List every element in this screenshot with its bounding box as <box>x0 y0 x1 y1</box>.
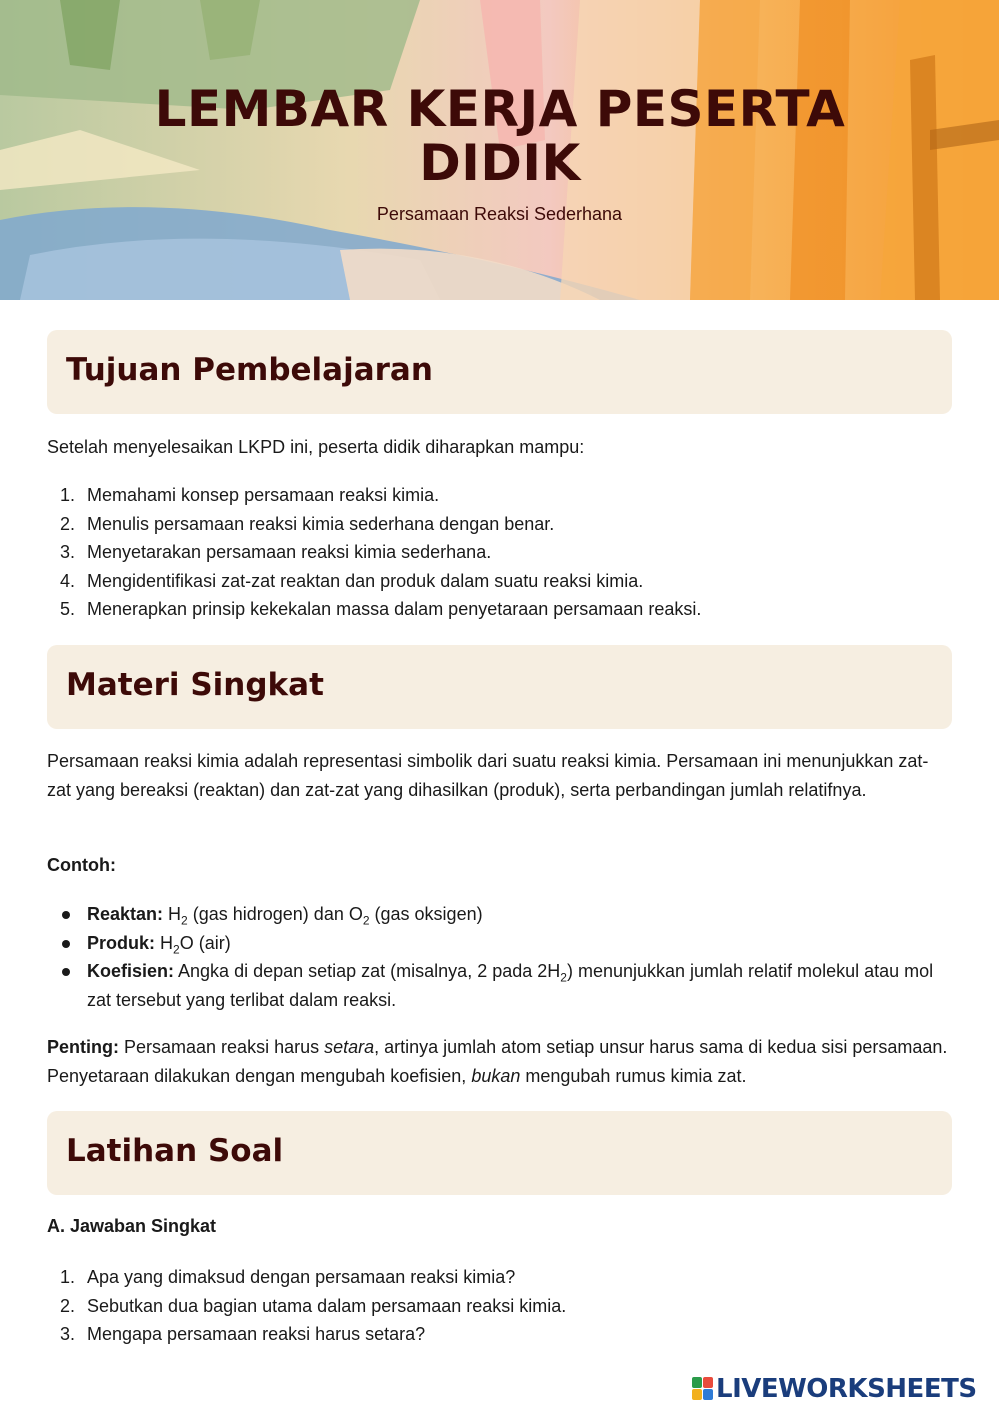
tujuan-intro: Setelah menyelesaikan LKPD ini, peserta didik diharapkan mampu: <box>47 437 585 457</box>
list-item: Produk: $H_2O$ (air) <box>47 929 952 958</box>
penting-note: Penting: Persamaan reaksi harus setara, artinya jumlah atom setiap unsur harus sama di kedua sisi persamaan. Penyetaraan dilakukan dengan mengubah koefisien, bukan mengubah rumus kimia zat. <box>47 1037 948 1086</box>
list-item: 2. Menulis persamaan reaksi kimia sederhana dengan benar. <box>59 513 555 534</box>
page-subtitle: Persamaan Reaksi Sederhana <box>376 204 623 224</box>
liveworksheets-logo-icon <box>692 1377 714 1401</box>
latihan-list <box>47 1263 952 1349</box>
list-item: 4. Mengidentifikasi zat-zat reaktan dan produk dalam suatu reaksi kimia. <box>59 570 644 591</box>
list-item: Reaktan: $H_2$ (gas hidrogen) dan $O_2$ (gas oksigen) <box>47 900 952 929</box>
liveworksheets-logo[interactable] <box>692 1374 977 1404</box>
list-item: 1. Memahami konsep persamaan reaksi kimia. <box>59 485 440 505</box>
header-banner <box>0 0 999 300</box>
materi-paragraph: Persamaan reaksi kimia adalah representasi simbolik dari suatu reaksi kimia. Persamaan ini menunjukkan zat-zat yang bereaksi (reaktan) dan zat-zat yang dihasilkan (produk), serta perbandingan jumlah relatifnya. <box>47 751 929 800</box>
contoh-list <box>47 900 952 1014</box>
section-header-materi <box>47 645 952 729</box>
section-title: Tujuan Pembelajaran <box>66 352 433 388</box>
page-title: LEMBAR KERJA PESERTA DIDIK <box>154 80 846 192</box>
list-item: 3. Menyetarakan persamaan reaksi kimia sederhana. <box>59 542 492 562</box>
latihan-subheading: A. Jawaban Singkat <box>47 1216 217 1236</box>
section-header-tujuan <box>47 330 952 414</box>
contoh-label: Contoh: <box>47 855 116 875</box>
section-title: Latihan Soal <box>66 1133 284 1169</box>
list-item: 3. Mengapa persamaan reaksi harus setara? <box>59 1324 426 1344</box>
list-item: 5. Menerapkan prinsip kekekalan massa dalam penyetaraan persamaan reaksi. <box>59 599 702 619</box>
tujuan-list <box>47 481 952 624</box>
section-title: Materi Singkat <box>66 667 324 703</box>
list-item: 1. Apa yang dimaksud dengan persamaan reaksi kimia? <box>59 1267 516 1287</box>
section-header-latihan <box>47 1111 952 1195</box>
list-item: Koefisien: Angka di depan setiap zat (misalnya, 2 pada $2H_2$) menunjukkan jumlah relatif molekul atau mol zat tersebut yang terlibat dalam reaksi. <box>47 957 952 1014</box>
liveworksheets-logo-text: LIVEWORKSHEETS <box>716 1374 977 1404</box>
list-item: 2. Sebutkan dua bagian utama dalam persamaan reaksi kimia. <box>59 1295 567 1316</box>
